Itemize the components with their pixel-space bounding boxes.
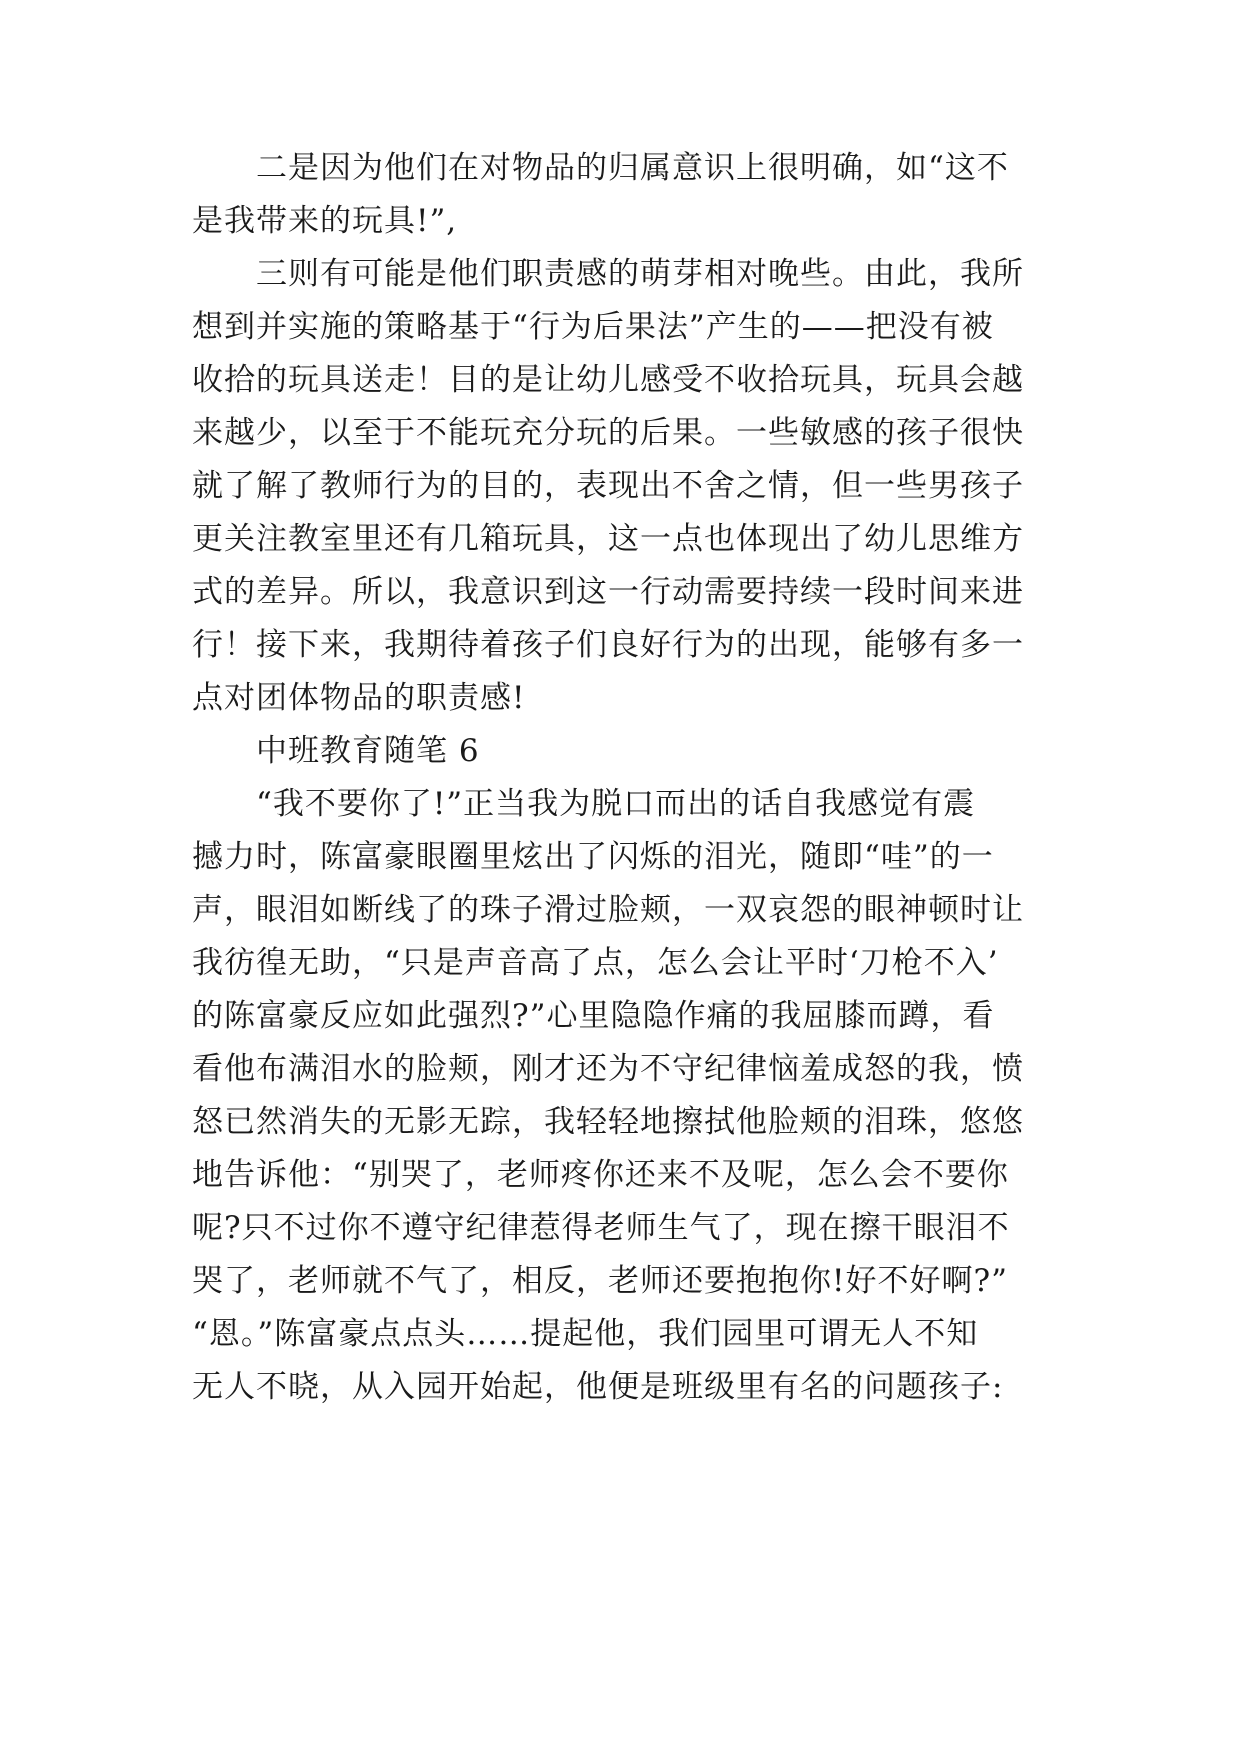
text-line: 式的差异。所以，我意识到这一行动需要持续一段时间来进	[192, 574, 1024, 610]
text-line: 怒已然消失的无影无踪，我轻轻地擦拭他脸颊的泪珠，悠悠	[192, 1104, 1024, 1140]
text-line: 哭了，老师就不气了，相反，老师还要抱抱你!好不好啊?”	[192, 1263, 1008, 1299]
text-line: “恩。”陈富豪点点头……提起他，我们园里可谓无人不知	[192, 1316, 979, 1352]
text-line: 行！接下来，我期待着孩子们良好行为的出现，能够有多一	[192, 627, 1024, 663]
text-line: 地告诉他：“别哭了，老师疼你还来不及呢，怎么会不要你	[192, 1157, 1009, 1193]
text-line: “我不要你了!”正当我为脱口而出的话自我感觉有震	[256, 786, 976, 822]
text-line: 撼力时，陈富豪眼圈里炫出了闪烁的泪光，随即“哇”的一	[192, 839, 994, 875]
text-line: 更关注教室里还有几箱玩具，这一点也体现出了幼儿思维方	[192, 521, 1024, 557]
text-line: 呢?只不过你不遵守纪律惹得老师生气了，现在擦干眼泪不	[192, 1210, 1010, 1246]
text-line: 点对团体物品的职责感!	[192, 680, 526, 716]
text-line: 来越少，以至于不能玩充分玩的后果。一些敏感的孩子很快	[192, 415, 1024, 451]
text-line: 看他布满泪水的脸颊，刚才还为不守纪律恼羞成怒的我，愤	[192, 1051, 1024, 1087]
text-line: 的陈富豪反应如此强烈?”心里隐隐作痛的我屈膝而蹲，看	[192, 998, 995, 1034]
text-line: 三则有可能是他们职责感的萌芽相对晚些。由此，我所	[256, 256, 1024, 292]
text-line: 声，眼泪如断线了的珠子滑过脸颊，一双哀怨的眼神顿时让	[192, 892, 1024, 928]
text-line: 我彷徨无助，“只是声音高了点，怎么会让平时‘刀枪不入’	[192, 945, 999, 981]
text-line: 收拾的玩具送走！目的是让幼儿感受不收拾玩具，玩具会越	[192, 362, 1024, 398]
text-line: 是我带来的玩具!”,	[192, 203, 458, 239]
text-line: 二是因为他们在对物品的归属意识上很明确，如“这不	[256, 150, 1009, 186]
text-line: 想到并实施的策略基于“行为后果法”产生的——把没有被	[192, 309, 994, 345]
text-line: 无人不晓，从入园开始起，他便是班级里有名的问题孩子:	[192, 1369, 1004, 1405]
text-line: 就了解了教师行为的目的，表现出不舍之情，但一些男孩子	[192, 468, 1024, 504]
section-heading: 中班教育随笔 6	[256, 733, 480, 769]
